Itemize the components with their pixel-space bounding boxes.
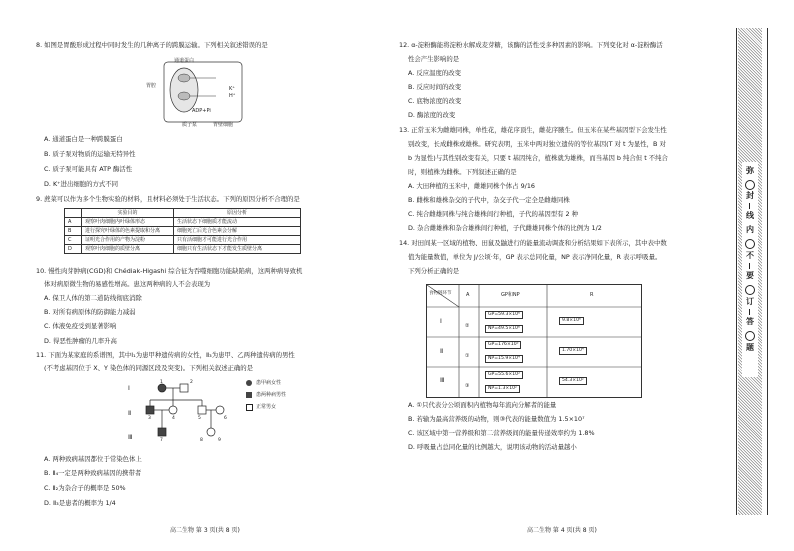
table-row-r-2: 1.70×10⁴ [559, 347, 587, 355]
seal-dash [749, 309, 750, 315]
q13-stem-line3: b 为显性)与其性别改变有关，只要 t 基因纯合，植株就为雄株，而当基因 b 纯合但 t 不纯合 [408, 154, 668, 162]
legend-text-3: 正常男女 [256, 404, 277, 410]
pedigree-num-1: 1 [160, 380, 163, 385]
q14-energy-table [426, 284, 642, 398]
table-cell: 细胞只有生活状态下才能发生质壁分离 [174, 245, 301, 254]
fig-label-adp: ADP+Pi [192, 108, 211, 114]
seal-circle-icon [745, 331, 755, 341]
fig-label-h: H⁺ [229, 93, 236, 99]
q14-stem-line3: 下列分析正确的是 [408, 267, 460, 275]
q10-option-a[interactable]: A. 保卫人体的第二道防线彻底消除 [44, 294, 142, 302]
pedigree-female-normal [169, 406, 177, 414]
q14-table-grid [427, 285, 641, 397]
q12-stem-line1: 12. α-淀粉酶能将淀粉水解成麦芽糖，该酶的活性受多种因素的影响。下列变化对 α-淀粉酶活 [399, 41, 663, 49]
fig-label-channel: 通道蛋白 [174, 58, 195, 64]
table-cell: 只有活细胞才可能进行光合作用 [174, 236, 301, 245]
table-cell: 观察叶肉细胞内叶绿体形态 [82, 218, 174, 227]
seal-word-8: 答 [746, 317, 754, 326]
table-row [65, 245, 301, 254]
table-row-a-3: ③ [465, 383, 470, 389]
table-cell: 证明光合作用的产物为淀粉 [82, 236, 174, 245]
table-cell: 进行探究叶绿体的色素提取和分离 [82, 227, 174, 236]
pedigree-male-normal [198, 406, 206, 414]
q9-table [64, 208, 301, 254]
pedigree-male-affected [158, 428, 166, 436]
table-cell: D [65, 245, 82, 254]
table-cell: 细胞死亡后光合色素会分解 [174, 227, 301, 236]
table-cell: C [65, 236, 82, 245]
q10-option-c[interactable]: C. 体液免疫受到显著影响 [44, 322, 117, 330]
table-row-level-3: Ⅲ [440, 376, 445, 384]
pedigree-num-8: 8 [200, 438, 203, 443]
legend-affected-male-icon [246, 392, 252, 398]
table-cell: B [65, 227, 82, 236]
seal-word-6: 要 [746, 271, 754, 280]
pedigree-num-9: 9 [218, 438, 221, 443]
table-row [65, 227, 301, 236]
table-row-level-1: Ⅰ [440, 317, 442, 325]
q12-stem-line2: 性会产生影响的是 [408, 55, 460, 63]
table-head-level: 食物链环节 [429, 291, 452, 296]
table-head-a: A [466, 292, 470, 298]
q12-option-c[interactable]: C. 底物浓度的改变 [408, 97, 462, 105]
q11-option-a[interactable]: A. 两种致病基因都位于常染色体上 [44, 455, 142, 463]
q11-option-b[interactable]: B. Ⅱ₄一定是两种致病基因的携带者 [44, 469, 142, 477]
pedigree-num-4: 4 [172, 416, 175, 421]
q13-stem-line1: 13. 正常玉米为雌雄同株，单性花，雄花序顶生，雌花序腋生。但玉米在某些基因型下会发生性 [399, 126, 667, 134]
seal-circle-icon [745, 180, 755, 190]
seal-circle-icon [745, 285, 755, 295]
table-row [65, 236, 301, 245]
q8-option-a[interactable]: A. 通道蛋白是一种跨膜蛋白 [44, 135, 123, 143]
seal-word-2: 封 [746, 191, 754, 200]
q13-stem-line4: 时，则植株为雌株。下列叙述正确的是 [408, 168, 517, 176]
seal-word-9: 题 [746, 343, 754, 352]
q10-stem-line1: 10. 慢性肉芽肿病(CGD)和 Chédiak-Higashi 综合征为吞噬细胞功能缺陷病，这两种病导致机 [36, 267, 303, 275]
seal-word-4: 内 [746, 225, 754, 234]
fig-label-pump: 质子泵 [182, 122, 198, 128]
pedigree-num-3: 3 [148, 416, 151, 421]
q10-stem-line2: 体对病原微生物的易感性增高。患这两种病的人不会表现为 [44, 280, 211, 288]
q13-option-c[interactable]: C. 纯合雌雄同株与纯合雄株间行种植，子代的基因型有 2 种 [408, 210, 579, 218]
fig-label-stomach: 胃腔 [146, 83, 157, 89]
q14-stem-line2: 值为能量数值，单位为 J/公顷·年，GP 表示总同化量，NP 表示净同化量，R 表示呼吸量。 [408, 253, 662, 261]
legend-affected-female-icon [246, 380, 252, 386]
table-cell: 实验目的 [82, 209, 174, 218]
pedigree-female-normal [207, 428, 215, 436]
pedigree-female-normal [216, 406, 224, 414]
table-row-gp-1: GP=59.3×10⁶ [485, 311, 523, 319]
q10-option-d[interactable]: D. 得恶性肿瘤的几率升高 [44, 337, 117, 345]
seal-word-5: 不 [746, 251, 754, 260]
q11-option-c[interactable]: C. Ⅱ₂为杂合子的概率是 50% [44, 484, 126, 492]
pedigree-num-6: 6 [224, 416, 227, 421]
gen-label-i: Ⅰ [128, 384, 130, 392]
right-page-footer: 高二生物 第 4 页(共 8 页) [527, 527, 597, 534]
q14-option-d[interactable]: D. 呼吸量占总同化量的比例越大，说明该动物的活动量越小 [408, 443, 577, 451]
q12-option-d[interactable]: D. 酶浓度的改变 [408, 111, 456, 119]
table-head-gpnp: GP和NP [501, 292, 520, 298]
pedigree-num-7: 7 [160, 438, 163, 443]
table-cell: 生活状态下细胞质才能流动 [174, 218, 301, 227]
q8-stem: 8. 如图是胃酸形成过程中同时发生的几种离子的跨膜运输。下列相关叙述错误的是 [36, 41, 268, 49]
seal-dash [749, 203, 750, 209]
gen-label-iii: Ⅲ [128, 433, 133, 441]
table-row-r-3: 54.3×10² [559, 377, 587, 385]
fig-label-cell: 胃壁细胞 [213, 122, 234, 128]
seal-word-3: 线 [746, 211, 754, 220]
table-row-gp-3: GP=55.6×10² [485, 371, 523, 379]
table-row-a-1: ② [465, 323, 470, 329]
pedigree-male-affected [146, 406, 154, 414]
table-row-np-1: NP=49.5×10⁶ [485, 325, 523, 333]
gen-label-ii: Ⅱ [128, 409, 132, 417]
legend-text-1: 患甲病女性 [256, 380, 282, 386]
table-cell [65, 209, 82, 218]
table-cell: A [65, 218, 82, 227]
seal-circle-icon [745, 239, 755, 249]
table-row [65, 218, 301, 227]
q12-option-a[interactable]: A. 反应温度的改变 [408, 69, 462, 77]
pedigree-chart [140, 378, 240, 450]
q14-stem-line1: 14. 对田间某一区域的植物、田鼠及鼬进行的能量流动调查和分析结果如下表所示，其中表中数 [399, 239, 667, 247]
pedigree-num-5: 5 [198, 416, 201, 421]
proton-pump [178, 92, 190, 100]
q13-option-d[interactable]: D. 杂合雌雄株和杂合雄株间行种植，子代雌雄同株个体的比例为 1/2 [408, 224, 602, 232]
pedigree-male-normal [180, 384, 188, 392]
table-row-a-2: ① [465, 353, 470, 359]
q9-stem: 9. 蔗菜可以作为多个生物实验的材料，且材料必须处于生活状态。下列的原因分析不合理的是 [36, 195, 300, 203]
q11-option-d[interactable]: D. Ⅱ₃是患者的概率为 1/4 [44, 499, 116, 507]
seal-word-1: 弥 [746, 166, 754, 175]
q13-option-a[interactable]: A. 大田种植的玉米中，雌雄同株个体占 9/16 [408, 182, 535, 190]
seal-word-7: 订 [746, 297, 754, 306]
table-cell: 观察叶肉细胞的质壁分离 [82, 245, 174, 254]
q8-option-b[interactable]: B. 质子泵对物质的运输无特异性 [44, 150, 136, 158]
table-head-r: R [590, 292, 594, 298]
table-cell: 原因分析 [174, 209, 301, 218]
table-row-np-3: NP=1.3×10² [485, 385, 520, 393]
pedigree-num-2: 2 [190, 380, 193, 385]
q12-option-b[interactable]: B. 反应时间的改变 [408, 83, 462, 91]
q13-option-b[interactable]: B. 雌株和雄株杂交的子代中，杂交子代一定全是雌雄同株 [408, 196, 570, 204]
table-row-r-1: 9.8×10⁶ [559, 317, 584, 325]
q14-option-c[interactable]: C. 该区域中第一营养级和第二营养级间的能量传递效率约为 1.8% [408, 429, 595, 437]
table-row-np-2: NP=15.9×10⁴ [485, 355, 523, 363]
fig-label-k: K⁺ [229, 86, 235, 92]
q14-option-b[interactable]: B. 若输为最高营养级的动物，则③代表的能量数值为 1.5×10⁷ [408, 415, 585, 423]
legend-text-2: 患两种病男性 [256, 392, 287, 398]
q13-stem-line2: 别改变，长成雌株或雄株。研究表明，玉米中两对独立遗传的等位基因(T 对 t 为显性，B 对 [408, 140, 666, 148]
q11-stem-line1: 11. 下面为某家庭的系谱图，其中Ⅰ₁为患甲种遗传病的女性，Ⅱ₃为患甲、乙两种遗传病的男性 [36, 351, 295, 359]
q11-stem-line2: (不考虑基因位于 X、Y 染色体的同源区段及突变)。下列相关叙述正确的是 [44, 364, 254, 372]
channel-protein [178, 74, 190, 82]
q10-option-b[interactable]: B. 对所有病原体的防御能力减弱 [44, 308, 136, 316]
table-row-level-2: Ⅱ [440, 347, 444, 355]
seal-dash [749, 263, 750, 269]
table-header-row [65, 209, 301, 218]
q8-option-d[interactable]: D. K⁺进出细胞的方式不同 [44, 180, 119, 188]
q14-option-a[interactable]: A. ①只代表分公顷面积内植物每年流向分解者的能量 [408, 401, 557, 409]
left-page-footer: 高二生物 第 3 页(共 8 页) [170, 527, 240, 534]
table-row-gp-2: GP=176×10³ [485, 341, 521, 349]
q8-option-c[interactable]: C. 质子泵可能具有 ATP 酶活性 [44, 165, 133, 173]
legend-normal-icon [246, 404, 253, 411]
